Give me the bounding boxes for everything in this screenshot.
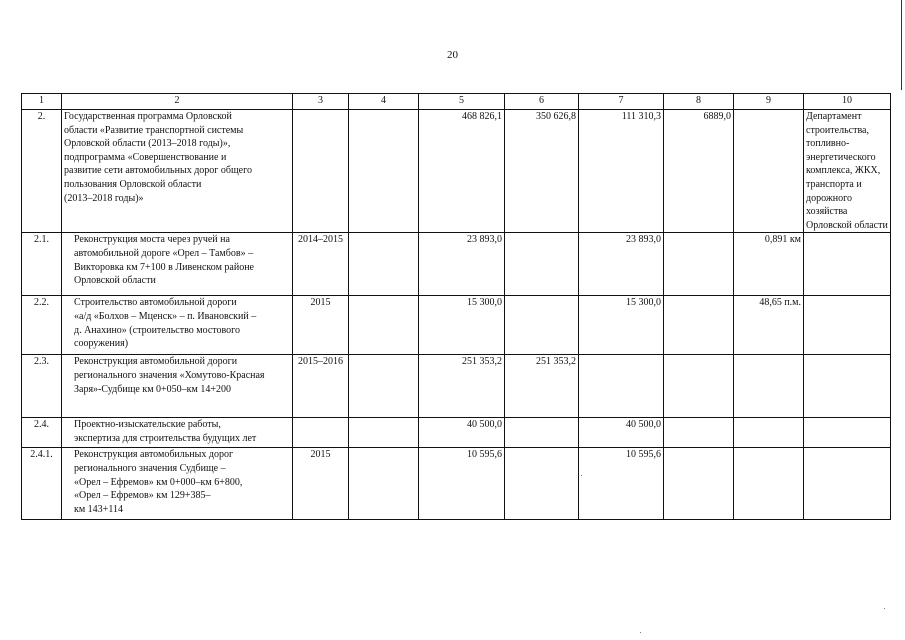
scan-speck xyxy=(640,632,641,633)
row-col4 xyxy=(349,418,419,448)
row-measure xyxy=(734,355,804,418)
row-col4 xyxy=(349,448,419,520)
row-total: 10 595,6 xyxy=(419,448,505,520)
row-total: 23 893,0 xyxy=(419,233,505,296)
scan-speck xyxy=(581,475,582,476)
row-col7: 15 300,0 xyxy=(579,296,664,355)
column-header: 7 xyxy=(579,94,664,110)
row-col6 xyxy=(505,418,579,448)
table-row xyxy=(22,355,891,418)
row-col8 xyxy=(664,233,734,296)
column-header: 6 xyxy=(505,94,579,110)
row-col8 xyxy=(664,418,734,448)
column-header: 1 xyxy=(22,94,62,110)
column-header: 2 xyxy=(62,94,293,110)
column-header: 8 xyxy=(664,94,734,110)
table-row xyxy=(22,448,891,520)
row-col8 xyxy=(664,296,734,355)
header-row xyxy=(22,94,891,110)
row-department xyxy=(804,296,891,355)
row-col7 xyxy=(579,355,664,418)
row-col6 xyxy=(505,448,579,520)
row-measure: 0,891 км xyxy=(734,233,804,296)
table-row xyxy=(22,418,891,448)
row-number: 2.4. xyxy=(22,418,62,448)
row-col7: 10 595,6 xyxy=(579,448,664,520)
table-row xyxy=(22,296,891,355)
row-number: 2. xyxy=(22,110,62,233)
row-name: Реконструкция автомобильной дороги регионального значения «Хомутово-Красная Заря»-Судбище км 0+050–км 14+200 xyxy=(62,355,293,418)
row-total: 40 500,0 xyxy=(419,418,505,448)
column-header: 9 xyxy=(734,94,804,110)
row-col4 xyxy=(349,233,419,296)
row-col6: 350 626,8 xyxy=(505,110,579,233)
row-total: 468 826,1 xyxy=(419,110,505,233)
row-col4 xyxy=(349,355,419,418)
row-col6 xyxy=(505,233,579,296)
row-col4 xyxy=(349,110,419,233)
table-row xyxy=(22,233,891,296)
row-years: 2015 xyxy=(293,296,349,355)
table-row xyxy=(22,110,891,233)
program-table xyxy=(21,93,891,520)
row-col8 xyxy=(664,448,734,520)
row-years xyxy=(293,418,349,448)
row-name: Реконструкция автомобильных дорог регионального значения Судбище – «Орел – Ефремов» км 0+000–км 6+800, «Орел – Ефремов» км 129+385– км 143+114 xyxy=(62,448,293,520)
row-department xyxy=(804,355,891,418)
scan-speck xyxy=(884,608,885,609)
column-header: 10 xyxy=(804,94,891,110)
row-years xyxy=(293,110,349,233)
row-number: 2.1. xyxy=(22,233,62,296)
row-number: 2.2. xyxy=(22,296,62,355)
row-name: Реконструкция моста через ручей на автомобильной дороге «Орел – Тамбов» – Викторовка км 7+100 в Ливенском районе Орловской области xyxy=(62,233,293,296)
row-total: 15 300,0 xyxy=(419,296,505,355)
row-measure xyxy=(734,418,804,448)
page-number: 20 xyxy=(447,49,458,61)
row-number: 2.3. xyxy=(22,355,62,418)
row-years: 2014–2015 xyxy=(293,233,349,296)
row-measure xyxy=(734,448,804,520)
row-name: Строительство автомобильной дороги «а/д «Болхов – Мценск» – п. Ивановский – д. Анахино» (строительство мостового сооружения) xyxy=(62,296,293,355)
row-total: 251 353,2 xyxy=(419,355,505,418)
row-col6: 251 353,2 xyxy=(505,355,579,418)
scan-edge-line xyxy=(901,0,902,90)
column-header: 3 xyxy=(293,94,349,110)
row-department: Департамент строительства, топливно- энергетического комплекса, ЖКХ, транспорта и дорожного хозяйства Орловской области xyxy=(804,110,891,233)
row-col6 xyxy=(505,296,579,355)
column-header: 5 xyxy=(419,94,505,110)
row-measure xyxy=(734,110,804,233)
row-col7: 111 310,3 xyxy=(579,110,664,233)
row-name: Государственная программа Орловской области «Развитие транспортной системы Орловской области (2013–2018 годы)», подпрограмма «Совершенствование и развитие сети автомобильных дорог общего пользования Орловской области (2013–2018 годы)» xyxy=(62,110,293,233)
row-department xyxy=(804,448,891,520)
row-number: 2.4.1. xyxy=(22,448,62,520)
column-header: 4 xyxy=(349,94,419,110)
row-years: 2015 xyxy=(293,448,349,520)
row-col8: 6889,0 xyxy=(664,110,734,233)
row-measure: 48,65 п.м. xyxy=(734,296,804,355)
row-col7: 23 893,0 xyxy=(579,233,664,296)
row-department xyxy=(804,418,891,448)
row-name: Проектно-изыскательские работы, экспертиза для строительства будущих лет xyxy=(62,418,293,448)
row-col8 xyxy=(664,355,734,418)
row-col7: 40 500,0 xyxy=(579,418,664,448)
row-department xyxy=(804,233,891,296)
row-col4 xyxy=(349,296,419,355)
row-years: 2015–2016 xyxy=(293,355,349,418)
